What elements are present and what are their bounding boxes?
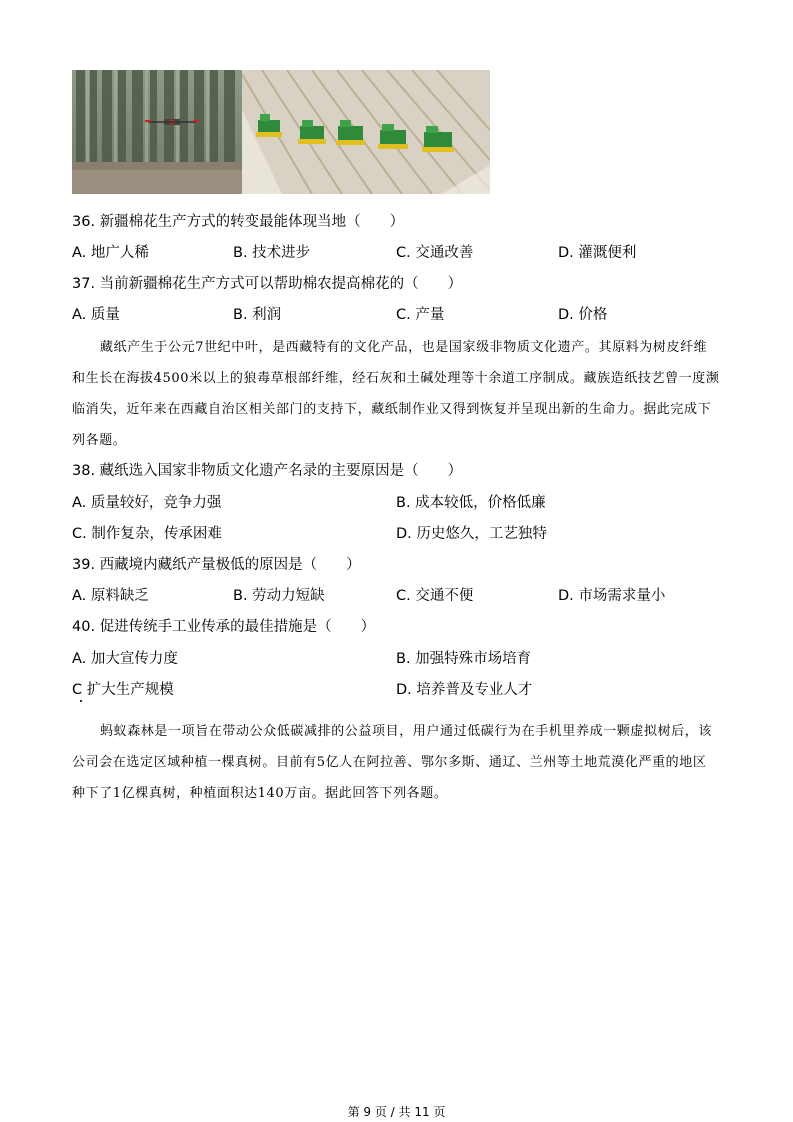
cotton-photos	[72, 70, 490, 194]
question-36-option-d: D. 灌溉便利	[558, 245, 637, 261]
question-39-option-c: C. 交通不便	[396, 588, 474, 604]
question-37-option-a: A. 质量	[72, 307, 120, 323]
question-38-option-b: B. 成本较低，价格低廉	[396, 495, 546, 511]
drone-spraying-photo	[72, 70, 242, 194]
question-40-option-d: D. 培养普及专业人才	[396, 682, 533, 698]
question-36-option-b: B. 技术进步	[233, 245, 311, 261]
question-38-option-a: A. 质量较好，竞争力强	[72, 495, 222, 511]
question-36-stem: 36. 新疆棉花生产方式的转变最能体现当地（ ）	[72, 214, 405, 230]
passage-mayi-forest: 蚂蚁森林是一项旨在带动公众低碳减排的公益项目，用户通过低碳行为在手机里养成一颗虚拟树后，该公司会在选定区域种植一棵真树。目前有5亿人在阿拉善、鄂尔多斯、通辽、兰州等土地荒漠化严重的地区种下了1亿棵真树，种植面积达140万亩。据此回答下列各题。	[72, 724, 713, 801]
question-38-stem: 38. 藏纸选入国家非物质文化遗产名录的主要原因是（ ）	[72, 463, 463, 479]
question-38-option-d: D. 历史悠久，工艺独特	[396, 526, 547, 542]
question-38-option-c: C. 制作复杂，传承困难	[72, 526, 222, 542]
question-40-option-c: C 扩大生产规模	[72, 682, 174, 698]
question-36-option-a: A. 地广人稀	[72, 245, 149, 261]
question-37-option-c: C. 产量	[396, 307, 445, 323]
question-40-option-a: A. 加大宣传力度	[72, 651, 178, 667]
question-39-stem: 39. 西藏境内藏纸产量极低的原因是（ ）	[72, 557, 361, 573]
page-footer: 第 9 页 / 共 11 页	[347, 1105, 446, 1119]
question-37-option-b: B. 利润	[233, 307, 282, 323]
question-40-stem: 40. 促进传统手工业传承的最佳措施是（ ）	[72, 619, 376, 635]
question-37-stem: 37. 当前新疆棉花生产方式可以帮助棉农提高棉花的（ ）	[72, 276, 463, 292]
question-36-option-c: C. 交通改善	[396, 245, 474, 261]
question-39-option-a: A. 原料缺乏	[72, 588, 149, 604]
cotton-harvesters-photo	[242, 70, 490, 194]
question-39-option-d: D. 市场需求量小	[558, 588, 666, 604]
question-40-option-b: B. 加强特殊市场培育	[396, 651, 532, 667]
question-39-option-b: B. 劳动力短缺	[233, 588, 325, 604]
passage-zangzhi: 藏纸产生于公元7世纪中叶，是西藏特有的文化产品，也是国家级非物质文化遗产。其原料为树皮纤维和生长在海拔4500米以上的狼毒草根部纤维，经石灰和土碱处理等十余道工序制成。藏族造纸技艺曾一度濒临消失，近年来在西藏自治区相关部门的支持下，藏纸制作业又得到恢复并呈现出新的生命力。据此完成下列各题。	[72, 340, 720, 448]
question-37-option-d: D. 价格	[558, 307, 608, 323]
stray-mark	[80, 700, 82, 702]
